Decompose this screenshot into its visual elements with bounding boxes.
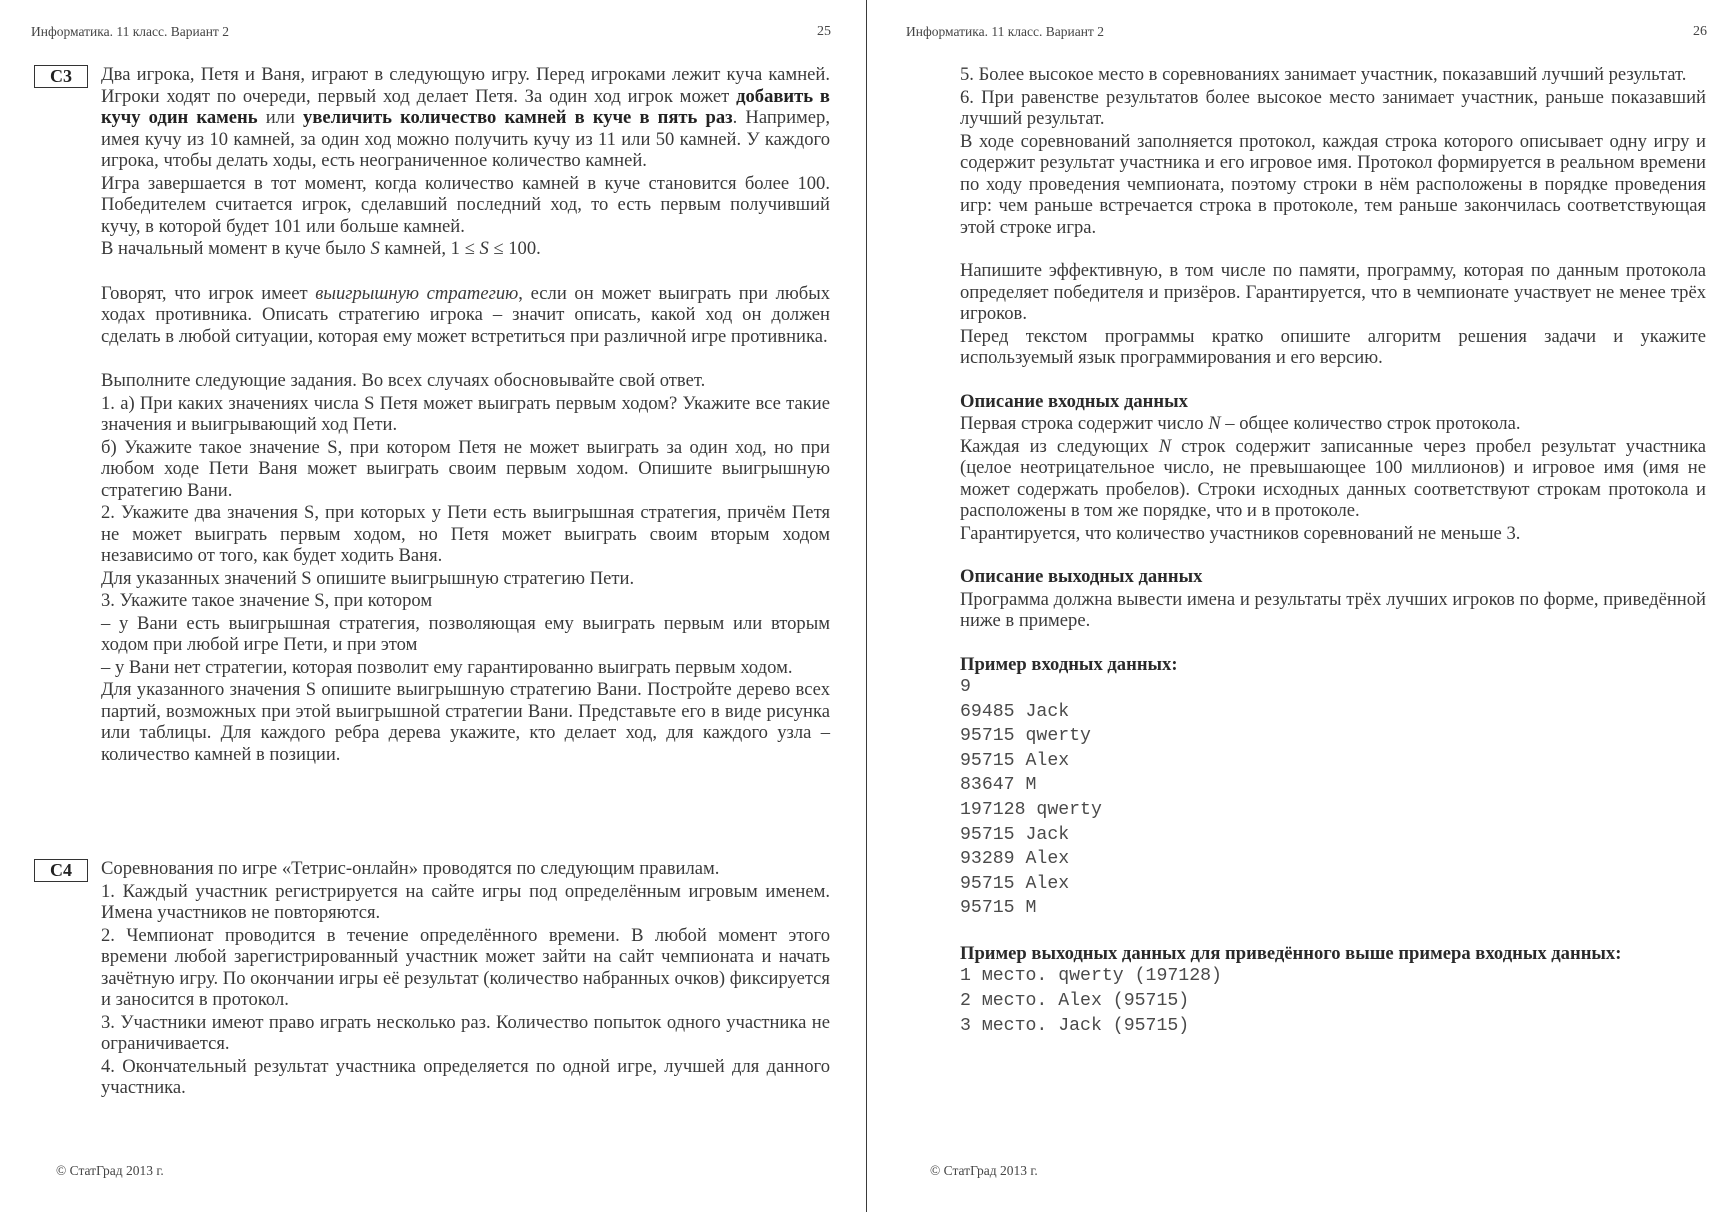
- c3-question: 2. Укажите два значения S, при которых у Пети есть выигрышная стратегия, причём Петя не может выиграть первым ходом, но Петя может выиграть своим вторым ходом независимо от того, как будет ходить Ваня.: [101, 502, 830, 566]
- c4-rule: 1. Каждый участник регистрируется на сайте игры под определённым игровым именем. Имена участников не повторяются.: [101, 880, 830, 923]
- c3-paragraph: Игра завершается в тот момент, когда количество камней в куче становится более 100. Победителем считается игрок, сделавший последний ход, то есть первым получивший кучу, в которой будет 101 или больше камней.: [101, 172, 830, 237]
- example-line: 95715 Jack: [960, 824, 1070, 845]
- text: или: [257, 107, 304, 128]
- c4-paragraph: Гарантируется, что количество участников соревнований не меньше 3.: [960, 522, 1521, 544]
- c3-paragraph: [101, 64, 830, 172]
- c3-question: – у Вани нет стратегии, которая позволит ему гарантированно выиграть первым ходом.: [101, 656, 793, 678]
- c3-question: 1. а) При каких значениях числа S Петя может выиграть первым ходом? Укажите все такие значения и выигрывающий ход Пети.: [101, 392, 830, 435]
- example-output: [960, 965, 1706, 1038]
- text: Два игрока, Петя и Ваня, играют в следующую игру. Перед игроками лежит куча камней. Игроки ходят по очереди, первый ход делает Петя. За один ход игрок может: [101, 64, 830, 107]
- example-line: 3 место. Jack (95715): [960, 1015, 1190, 1036]
- c4-paragraph: Программа должна вывести имена и результаты трёх лучших игроков по форме, приведённой ниже в примере.: [960, 588, 1706, 631]
- task-label-c3: C3: [34, 65, 88, 88]
- c3-paragraph: Выполните следующие задания. Во всех случаях обосновывайте свой ответ.: [101, 370, 706, 391]
- example-line: 95715 Alex: [960, 873, 1070, 894]
- section-heading: Пример входных данных:: [960, 653, 1178, 675]
- page-number: 26: [1693, 24, 1707, 39]
- page-header: Информатика. 11 класс. Вариант 2: [31, 24, 229, 39]
- left-page: [0, 0, 866, 1212]
- task-c3-text: [101, 64, 830, 766]
- italic-text: S: [370, 238, 380, 259]
- task-label-c4: C4: [34, 859, 88, 882]
- section-heading: Пример выходных данных для приведённого выше примера входных данных:: [960, 942, 1622, 964]
- example-line: 197128 qwerty: [960, 799, 1102, 820]
- task-c4-continuation: [960, 64, 1706, 1039]
- italic-text: выигрышную стратегию: [315, 282, 519, 304]
- example-line: 9: [960, 677, 971, 697]
- example-line: 95715 qwerty: [960, 726, 1091, 747]
- c4-rule: 2. Чемпионат проводится в течение определённого времени. В любой момент этого времени любой зарегистрированный участник может зайти на сайт чемпионата и начать зачётную игру. По окончании игры её результат (количество набранных очков) фиксируется и заносится в протокол.: [101, 924, 830, 1010]
- c4-rule: 6. При равенстве результатов более высокое место занимает участник, раньше показавший лучший результат.: [960, 86, 1706, 129]
- text: В начальный момент в куче было: [101, 238, 371, 259]
- example-line: 95715 Alex: [960, 750, 1070, 771]
- bold-text: увеличить количество камней в куче в пять раз: [303, 107, 733, 128]
- c4-rule: 5. Более высокое место в соревнованиях занимает участник, показавший лучший результат.: [960, 64, 1687, 85]
- c4-rule: 3. Участники имеют право играть несколько раз. Количество попыток одного участника не ограничивается.: [101, 1011, 830, 1054]
- italic-text: S: [479, 238, 489, 259]
- text: Говорят, что игрок имеет: [101, 282, 316, 304]
- section-heading: Описание выходных данных: [960, 566, 1203, 587]
- c4-paragraph: Перед текстом программы кратко опишите алгоритм решения задачи и укажите используемый язык программирования и его версию.: [960, 325, 1706, 368]
- c3-question: – у Вани есть выигрышная стратегия, позволяющая ему выиграть первым или вторым ходом при любой игре Пети, и при этом: [101, 612, 830, 655]
- page-header: Информатика. 11 класс. Вариант 2: [906, 24, 1104, 39]
- example-line: 69485 Jack: [960, 701, 1070, 722]
- c4-paragraph: [960, 413, 1706, 435]
- example-line: 1 место. qwerty (197128): [960, 966, 1222, 987]
- bold-text: добавить в кучу один камень: [101, 85, 830, 128]
- text: строк содержит записанные через пробел результат участника (целое неотрицательное число, не превышающее 100 миллионов) и игровое имя (имя не может содержать пробелов). Строки исходных данных соответствуют строкам протокола и расположены в том же порядке, что и в протоколе.: [960, 435, 1706, 521]
- example-line: 95715 M: [960, 898, 1037, 919]
- c3-question: Для указанных значений S опишите выигрышную стратегию Пети.: [101, 567, 635, 589]
- text: – общее количество строк протокола.: [1220, 413, 1521, 434]
- task-c4-text: [101, 858, 830, 1100]
- text: Каждая из следующих: [960, 435, 1159, 457]
- text: Первая строка содержит число: [960, 413, 1209, 434]
- example-line: 93289 Alex: [960, 849, 1070, 870]
- page-footer: © СтатГрад 2013 г.: [56, 1163, 164, 1178]
- example-line: 83647 M: [960, 775, 1037, 796]
- c4-paragraph: В ходе соревнований заполняется протокол, каждая строка которого описывает одну игру и содержит результат участника и его игровое имя. Протокол формируется в реальном времени по ходу проведения чемпионата, поэтому строки в нём расположены в порядке проведения игр: чем раньше встречается строка в протоколе, тем раньше закончилась соответствующая этой строке игра.: [960, 130, 1706, 238]
- c4-paragraph: Соревнования по игре «Тетрис-онлайн» проводятся по следующим правилам.: [101, 858, 720, 879]
- page-footer: © СтатГрад 2013 г.: [930, 1163, 1038, 1178]
- text: . Например, имея кучу из 10 камней, за один ход можно получить кучу из 11 или 50 камней. У каждого игрока, чтобы делать ходы, есть неограниченное количество камней.: [101, 107, 830, 171]
- right-page: [867, 0, 1733, 1212]
- c3-question: 3. Укажите такое значение S, при котором: [101, 590, 433, 611]
- text: камней, 1 ≤: [379, 238, 480, 259]
- c3-question: б) Укажите такое значение S, при котором Петя не может выиграть за один ход, но при любом ходе Пети Ваня может выиграть своим первым ходом. Опишите выигрышную стратегию Вани.: [101, 436, 830, 501]
- page-number: 25: [817, 24, 831, 39]
- italic-text: N: [1208, 413, 1221, 434]
- c4-rule: 4. Окончательный результат участника определяется по одной игре, лучшей для данного участника.: [101, 1055, 830, 1098]
- italic-text: N: [1158, 435, 1172, 457]
- c3-question: Для указанного значения S опишите выигрышную стратегию Вани. Постройте дерево всех партий, возможных при этой выигрышной стратегии Вани. Представьте его в виде рисунка или таблицы. Для каждого ребра дерева укажите, кто делает ход, для каждого узла – количество камней в позиции.: [101, 679, 830, 765]
- example-input: [960, 676, 1706, 921]
- text: , если он может выиграть при любых ходах противника. Описать стратегию игрока – значит описать, какой ход он должен сделать в любой ситуации, которая ему может встретиться при различной игре противника.: [101, 282, 830, 347]
- example-line: 2 место. Alex (95715): [960, 991, 1190, 1012]
- c3-paragraph: [101, 283, 830, 348]
- c4-paragraph: [960, 436, 1706, 522]
- section-heading: Описание входных данных: [960, 390, 1188, 412]
- text: ≤ 100.: [488, 238, 541, 259]
- c3-paragraph: [101, 238, 830, 260]
- c4-paragraph: Напишите эффективную, в том числе по памяти, программу, которая по данным протокола определяет победителя и призёров. Гарантируется, что в чемпионате участвует не менее трёх игроков.: [960, 260, 1706, 324]
